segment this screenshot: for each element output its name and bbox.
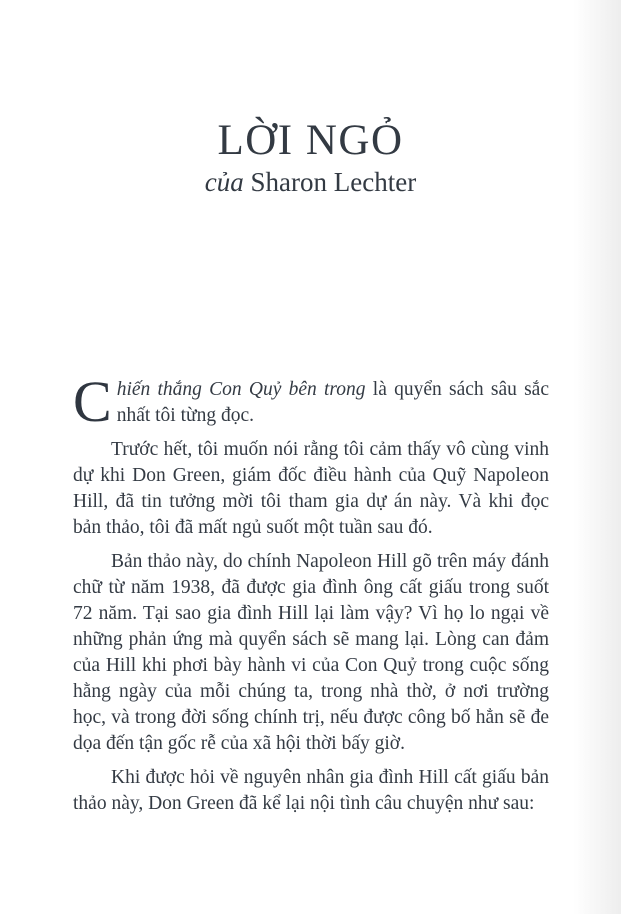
drop-cap: C [73, 369, 112, 434]
chapter-byline [0, 167, 621, 198]
byline-author: Sharon Lechter [243, 167, 417, 198]
chapter-title: LỜI NGỎ [217, 117, 404, 164]
paragraph: Bản thảo này, do chính Napoleon Hill gõ trên máy đánh chữ từ năm 1938, đã được gia đình ông cất giấu trong suốt 72 năm. Tại sao gia đình Hill lại làm vậy? Vì họ lo ngại về những phản ứng mà quyển sách sẽ mang lại. Lòng can đảm của Hill khi phơi bày hành vi của Con Quỷ trong cuộc sống hằng ngày của mỗi chúng ta, trong nhà thờ, ở nơi trường học, và trong đời sống chính trị, nếu được công bố hẳn sẽ đe dọa đến tận gốc rễ của xã hội thời bấy giờ. [73, 551, 549, 754]
chapter-header [0, 116, 621, 198]
body-text [73, 369, 549, 825]
book-title-reference: hiến thắng Con Quỷ bên trong [116, 379, 366, 400]
byline-prefix: của [204, 167, 244, 198]
paragraph: Khi được hỏi về nguyên nhân gia đình Hill cất giấu bản thảo này, Don Green đã kể lại nội tình câu chuyện như sau: [73, 767, 549, 814]
paragraph-opening [73, 369, 549, 434]
paragraph: Trước hết, tôi muốn nói rằng tôi cảm thấy vô cùng vinh dự khi Don Green, giám đốc điều hành của Quỹ Napoleon Hill, đã tin tưởng mời tôi tham gia dự án này. Và khi đọc bản thảo, tôi đã mất ngủ suốt một tuần sau đó. [73, 439, 549, 538]
opening-sentence-rest: là quyển sách sâu sắc nhất tôi từng đọc. [116, 379, 549, 426]
